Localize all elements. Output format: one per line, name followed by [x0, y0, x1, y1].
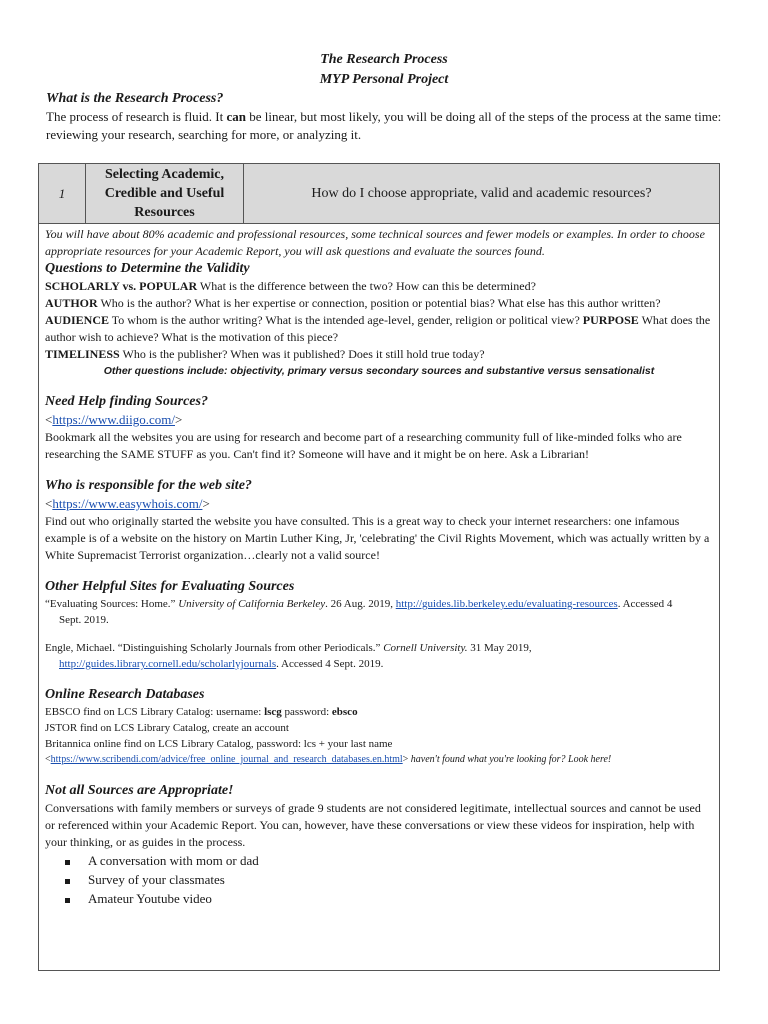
db-ebsco-username: lscg	[264, 706, 282, 718]
purpose-text: What does the author wish to achieve? What is the motivation of this piece?	[45, 313, 711, 344]
validity-heading: Questions to Determine the Validity	[45, 261, 250, 276]
timeliness-label: TIMELINESS	[45, 347, 120, 361]
intro-heading: What is the Research Process?	[46, 91, 224, 106]
title-line-2: MYP Personal Project	[319, 72, 449, 87]
who-link-close: >	[202, 496, 210, 511]
audience-text: To whom is the author writing? What is the intended age-level, gender, religion or political view?	[109, 313, 583, 327]
help-link-close: >	[175, 412, 183, 427]
citation-2-continued	[45, 656, 713, 672]
who-link-line	[45, 495, 713, 513]
list-item	[65, 870, 713, 889]
citation-1-accessed: . Accessed 4	[617, 598, 673, 610]
timeliness-line	[45, 346, 713, 363]
help-link-open: <	[45, 412, 53, 427]
intro-text-part2: be linear, but most likely, you will be doing all of the steps of the process at the same time: reviewing your research, searching for more, or analyzing it.	[46, 109, 722, 142]
square-bullet-icon	[65, 898, 70, 903]
square-bullet-icon	[65, 860, 70, 865]
cornell-link[interactable]: http://guides.library.cornell.edu/scholarlyjournals	[59, 658, 277, 670]
citation-1-date: . 26 Aug. 2019,	[325, 598, 396, 610]
db-heading: Online Research Databases	[45, 687, 205, 702]
table-body-row	[39, 224, 720, 971]
scholarly-line	[45, 278, 713, 295]
inappropriate-sources-list	[45, 851, 713, 908]
citation-2	[45, 640, 713, 656]
resource-note: You will have about 80% academic and professional resources, some technical sources and fewer models or examples. In order to choose appropriate resources for your Academic Report, you will ask questions and evaluate the sources found.	[45, 227, 705, 258]
table-body-cell	[39, 224, 720, 971]
intro-text-part1: The process of research is fluid. It	[46, 109, 227, 124]
diigo-link[interactable]: https://www.diigo.com/	[52, 412, 175, 427]
spacer	[45, 672, 713, 686]
db-scribendi	[45, 752, 713, 768]
document-title	[0, 50, 768, 90]
db-scribendi-note: haven't found what you're looking for? Look here!	[410, 754, 612, 765]
db-britannica: Britannica online find on LCS Library Catalog, password: lcs + your last name	[45, 738, 393, 750]
author-line	[45, 295, 713, 312]
db-ebsco-text: EBSCO find on LCS Library Catalog: username:	[45, 706, 265, 718]
spacer	[45, 379, 713, 393]
spacer	[45, 564, 713, 578]
db-ebsco	[45, 704, 713, 720]
not-appropriate-text: Conversations with family members or surveys of grade 9 students are not considered legitimate, intellectual sources and cannot be used or referenced within your Academic Report. You can, however, have these conversations or view these videos for inspiration, help with your thinking, or as guides in the process.	[45, 801, 701, 849]
db-jstor: JSTOR find on LCS Library Catalog, create an account	[45, 722, 289, 734]
audience-label: AUDIENCE	[45, 313, 110, 327]
citation-2-date: 31 May 2019,	[467, 642, 532, 654]
citation-1-source: University of California Berkeley	[178, 598, 326, 610]
spacer	[45, 768, 713, 782]
list-item-text: A conversation with mom or dad	[88, 853, 259, 868]
berkeley-link[interactable]: http://guides.lib.berkeley.edu/evaluating-resources	[395, 598, 618, 610]
audience-line	[45, 312, 713, 346]
title-line-1: The Research Process	[320, 52, 448, 67]
step-question: How do I choose appropriate, valid and academic resources?	[244, 164, 720, 224]
square-bullet-icon	[65, 879, 70, 884]
spacer	[45, 463, 713, 477]
citation-1-title: “Evaluating Sources: Home.”	[45, 598, 179, 610]
timeliness-text: Who is the publisher? When was it published? Does it still hold true today?	[119, 347, 485, 361]
citation-1	[45, 596, 713, 612]
step-number: 1	[39, 164, 86, 224]
scholarly-label: SCHOLARLY vs. POPULAR	[45, 279, 198, 293]
db-ebsco-password: ebsco	[331, 706, 358, 718]
who-text: Find out who originally started the website you have consulted. This is a great way to check your internet researchers: one infamous example is of a website on the history on Martin Luther King, Jr, 'celebrating' the Civil Rights Movement, which was actually written by a White Supremacist Terrorist organization…clearly not a valid source!	[45, 514, 710, 562]
db-ebsco-password-label: password:	[281, 706, 332, 718]
help-link-line	[45, 411, 713, 429]
list-item	[65, 889, 713, 908]
citation-2-source: Cornell University.	[383, 642, 468, 654]
list-item	[65, 851, 713, 870]
db-scribendi-open: <	[45, 754, 51, 765]
intro-text	[46, 108, 726, 144]
citation-2-accessed: . Accessed 4 Sept. 2019.	[276, 658, 384, 670]
list-item-text: Survey of your classmates	[88, 872, 225, 887]
citation-1-continued: Sept. 2019.	[59, 614, 109, 626]
who-heading: Who is responsible for the web site?	[45, 478, 252, 493]
spacer	[45, 628, 713, 640]
purpose-label: PURPOSE	[582, 313, 639, 327]
scribendi-link[interactable]: https://www.scribendi.com/advice/free_online_journal_and_research_databases.en.html	[50, 754, 403, 765]
author-label: AUTHOR	[45, 296, 98, 310]
citation-2-title: Engle, Michael. “Distinguishing Scholarly Journals from other Periodicals.”	[45, 642, 384, 654]
research-step-table	[38, 163, 720, 971]
table-header-row	[39, 164, 720, 224]
who-link-open: <	[45, 496, 53, 511]
not-appropriate-heading: Not all Sources are Appropriate!	[45, 783, 234, 798]
help-heading: Need Help finding Sources?	[45, 394, 208, 409]
help-text: Bookmark all the websites you are using for research and become part of a researching community full of like-minded folks who are researching the SAME STUFF as you. Can't find it? Someone will have and it might be on here. Ask a Librarian!	[45, 430, 682, 461]
author-text: Who is the author? What is her expertise or connection, position or potential bias? What else has this author written?	[97, 296, 661, 310]
db-scribendi-close: >	[402, 754, 411, 765]
easywhois-link[interactable]: https://www.easywhois.com/	[52, 496, 203, 511]
eval-heading: Other Helpful Sites for Evaluating Sources	[45, 579, 295, 594]
list-item-text: Amateur Youtube video	[88, 891, 212, 906]
step-title: Selecting Academic, Credible and Useful Resources	[86, 164, 244, 224]
intro-section	[46, 90, 726, 144]
intro-text-bold: can	[226, 109, 246, 124]
scholarly-text: What is the difference between the two? How can this be determined?	[197, 279, 536, 293]
other-questions: Other questions include: objectivity, primary versus secondary sources and substantive versus sensationalist	[103, 365, 655, 377]
